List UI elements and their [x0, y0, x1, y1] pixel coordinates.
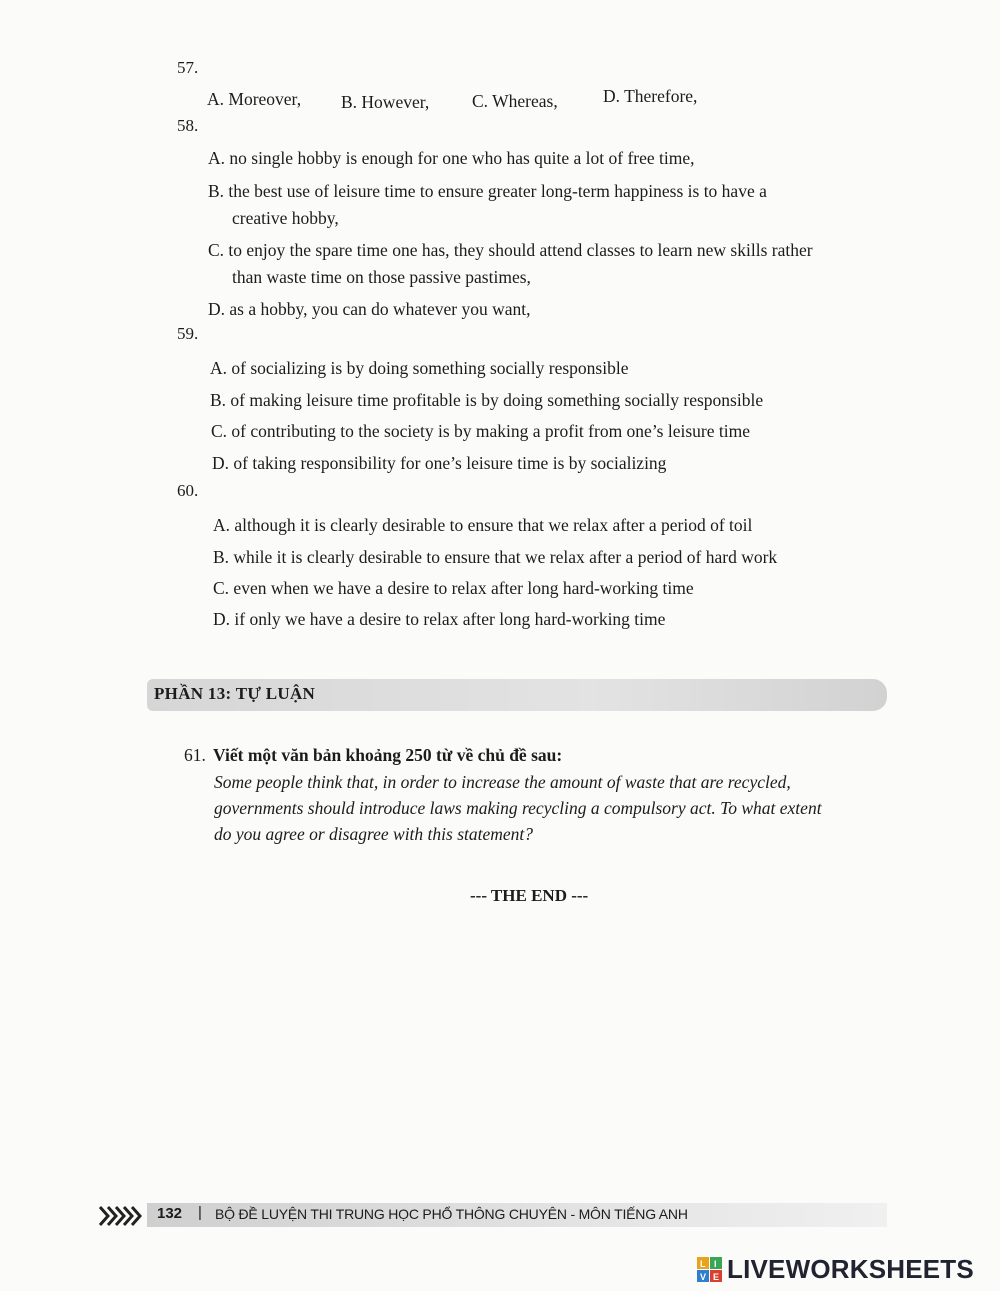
question-57-number: 57. [177, 58, 199, 77]
q59-option-d: D. of taking responsibility for one’s leisure time is by socializing [212, 453, 667, 473]
q58-option-b: B. the best use of leisure time to ensure greater long-term happiness is to have a [208, 181, 767, 201]
q58-option-c: C. to enjoy the spare time one has, they should attend classes to learn new skills rather [208, 240, 813, 260]
svg-text:V: V [700, 1272, 707, 1282]
the-end-label: --- THE END --- [470, 886, 589, 905]
svg-text:I: I [714, 1259, 717, 1269]
q60-option-b: B. while it is clearly desirable to ensure that we relax after a period of hard work [213, 547, 778, 567]
question-59-number: 59. [177, 324, 199, 343]
liveworksheets-logo-icon [697, 1257, 723, 1283]
q57-option-d: D. Therefore, [603, 86, 698, 106]
question-58-number: 58. [177, 116, 199, 135]
liveworksheets-watermark: LIVEWORKSHEETS [727, 1254, 974, 1284]
essay-prompt-line-2: governments should introduce laws making recycling a compulsory act. To what extent [214, 798, 822, 818]
essay-prompt-line-1: Some people think that, in order to increase the amount of waste that are recycled, [214, 772, 791, 792]
q59-option-c: C. of contributing to the society is by making a profit from one’s leisure time [211, 421, 750, 441]
section-title: PHẦN 13: TỰ LUẬN [154, 684, 316, 703]
chevron-right-icon [98, 1204, 146, 1228]
q57-option-a: A. Moreover, [207, 89, 302, 109]
question-61-number: 61. [184, 745, 206, 765]
page-number: 132 [157, 1205, 183, 1222]
footer-separator: | [198, 1204, 202, 1221]
svg-text:E: E [713, 1272, 720, 1282]
q59-option-a: A. of socializing is by doing something socially responsible [210, 358, 629, 378]
q58-option-a: A. no single hobby is enough for one who has quite a lot of free time, [208, 148, 695, 168]
q60-option-a: A. although it is clearly desirable to ensure that we relax after a period of toil [213, 515, 753, 535]
essay-instruction: Viết một văn bản khoảng 250 từ về chủ đề sau: [213, 745, 563, 765]
svg-text:L: L [700, 1259, 706, 1269]
question-60-number: 60. [177, 481, 199, 500]
essay-prompt-line-3: do you agree or disagree with this statement? [214, 824, 534, 844]
q57-option-b: B. However, [341, 92, 430, 112]
q60-option-d: D. if only we have a desire to relax after long hard-working time [213, 609, 666, 629]
q60-option-c: C. even when we have a desire to relax after long hard-working time [213, 578, 694, 598]
q59-option-b: B. of making leisure time profitable is by doing something socially responsible [210, 390, 764, 410]
q58-option-d: D. as a hobby, you can do whatever you want, [208, 299, 531, 319]
q58-option-c-continued: than waste time on those passive pastimes, [232, 267, 531, 287]
book-title: BỘ ĐỀ LUYỆN THI TRUNG HỌC PHỔ THÔNG CHUYÊN - MÔN TIẾNG ANH [215, 1206, 688, 1222]
q57-option-c: C. Whereas, [472, 91, 558, 111]
q58-option-b-continued: creative hobby, [232, 208, 339, 228]
